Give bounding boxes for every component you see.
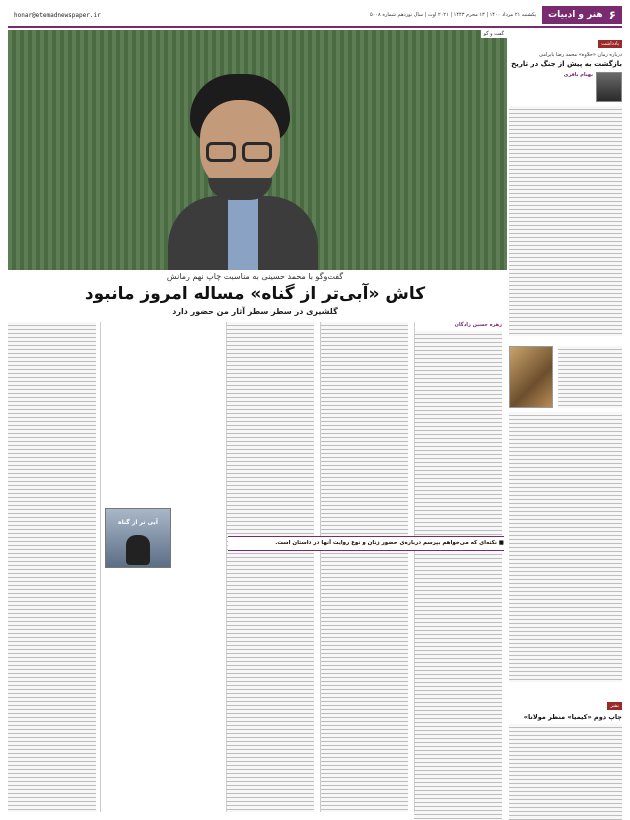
author-photo <box>596 72 622 102</box>
publishing-label: نشر <box>607 702 622 710</box>
article-title: کاش «آبی‌تر از گناه» مساله امروز مانبود <box>84 284 426 304</box>
publishing-body-text <box>509 724 622 820</box>
book-cover-image <box>105 508 171 568</box>
article-column-3 <box>226 322 314 812</box>
section-tag <box>542 6 622 24</box>
painting-image <box>509 346 553 408</box>
author-name: بهنام باقری <box>563 72 593 78</box>
article-subtitle: گفت‌وگو با محمد حسینی به مناسبت چاپ نهم رمانش <box>166 272 344 281</box>
date-line: یکشنبه ۲۱ مرداد ۱۴۰۰ | ۱۳ محرم ۱۴۴۳ | ۲۰۲۱ اوت | سال نوزدهم شماره ۵۰۰۸ <box>369 12 537 18</box>
note-label: یادداشت <box>598 40 622 48</box>
pull-quote: ■ نکته‌ای که می‌خواهم بپرسم درباره‌ی حضور زنان و نوع روایت آنها در داستان است. <box>275 540 504 546</box>
interview-photo <box>8 30 507 270</box>
note-body-text-2 <box>558 346 622 408</box>
column-4-text <box>8 322 96 812</box>
article-column-2 <box>320 322 408 812</box>
section-name: هنر و ادبیات <box>548 10 603 20</box>
portrait-figure <box>168 70 318 270</box>
article-lead: گلشیری در سطر سطر آثار من حضور دارد <box>172 307 338 316</box>
note-kicker: درباره رمان «حلاوه» محمد رضا بایرامی <box>539 52 622 58</box>
header-rule <box>8 26 622 28</box>
page-number: ۶ <box>608 8 616 22</box>
hand-silhouette <box>126 535 150 565</box>
column-2-text <box>320 322 408 812</box>
article-column-4 <box>8 322 96 812</box>
article-byline: زهره حسین زادگان <box>454 322 502 328</box>
note-body-text <box>509 106 622 336</box>
column-divider <box>320 322 321 812</box>
column-divider <box>100 322 101 812</box>
publishing-headline: چاپ دوم «کیمیا» منظر مولانا» <box>523 713 622 721</box>
publishing-box <box>509 692 622 820</box>
note-headline: بازگشت به پیش از جنگ در تاریخ <box>511 60 622 69</box>
book-cover-title: آبی تر از گناه <box>118 519 158 526</box>
note-body-text-3 <box>509 412 622 682</box>
column-divider <box>414 322 415 812</box>
column-divider <box>226 322 227 812</box>
column-1-text <box>414 331 502 820</box>
column-3-text <box>226 322 314 812</box>
page-header <box>8 6 622 24</box>
section-email: honar@etemadnewspaper.ir <box>14 11 101 19</box>
interview-label: گفت و گو <box>481 30 507 38</box>
article-column-1 <box>414 322 502 812</box>
note-author <box>509 72 622 102</box>
pull-quote-box <box>228 536 504 551</box>
